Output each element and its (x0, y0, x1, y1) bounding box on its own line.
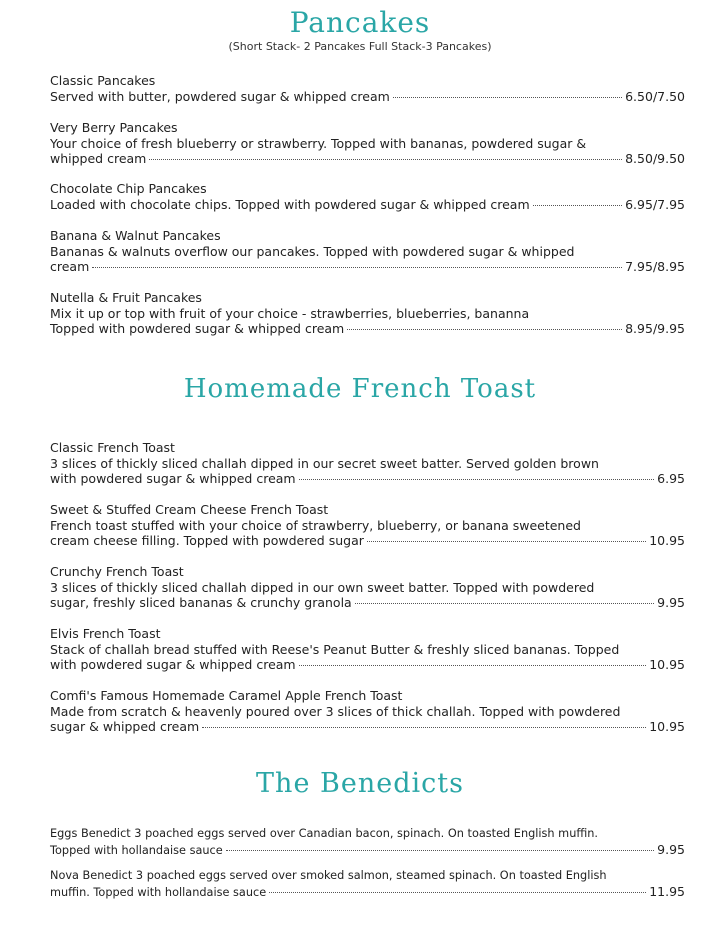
item-name: Crunchy French Toast (50, 564, 184, 579)
menu-item-chocolate-chip-pancakes (50, 181, 685, 212)
item-price: 9.95 (657, 841, 685, 857)
menu-item-nutella-fruit-pancakes (50, 290, 685, 337)
benedicts-title: The Benedicts (256, 768, 464, 799)
french-toast-title: Homemade French Toast (183, 374, 537, 404)
item-description: Nova Benedict 3 poached eggs served over smoked salmon, steamed spinach. On toasted English (50, 869, 607, 882)
item-name: Classic Pancakes (50, 73, 156, 88)
item-description: Stack of challah bread stuffed with Reese's Peanut Butter & freshly sliced bananas. Topped (50, 641, 620, 657)
item-price: 10.95 (649, 657, 685, 672)
item-description: French toast stuffed with your choice of strawberry, blueberry, or banana sweetened (50, 517, 581, 533)
item-description: cream cheese filling. Topped with powdered sugar (50, 533, 364, 548)
item-name: Chocolate Chip Pancakes (50, 181, 207, 196)
menu-item-banana-walnut-pancakes (50, 228, 685, 275)
dot-leader (92, 267, 622, 268)
item-description: Topped with hollandaise sauce (50, 843, 223, 857)
dot-leader (226, 850, 654, 851)
item-price: 11.95 (649, 883, 685, 899)
item-description: whipped cream (50, 151, 147, 166)
item-price: 8.95/9.95 (625, 321, 685, 336)
item-name: Classic French Toast (50, 440, 175, 455)
dot-leader (393, 97, 622, 98)
item-description: Made from scratch & heavenly poured over 3 slices of thick challah. Topped with powdered (50, 703, 621, 719)
dot-leader (355, 603, 654, 604)
menu-item-nova-benedict (50, 868, 685, 900)
item-description: with powdered sugar & whipped cream (50, 471, 296, 486)
item-description: 3 slices of thickly sliced challah dipped in our own sweet batter. Topped with powdered (50, 579, 595, 595)
item-description: Eggs Benedict 3 poached eggs served over Canadian bacon, spinach. On toasted English muffin. (50, 827, 599, 840)
item-description: Mix it up or top with fruit of your choice - strawberries, blueberries, bananna (50, 305, 530, 321)
item-price: 10.95 (649, 719, 685, 734)
menu-item-sweet-stuffed-french-toast (50, 502, 685, 549)
item-price: 7.95/8.95 (625, 259, 685, 274)
item-price: 6.95/7.95 (625, 196, 685, 212)
dot-leader (299, 479, 655, 480)
dot-leader (149, 159, 622, 160)
item-name: Banana & Walnut Pancakes (50, 228, 221, 243)
item-name: Nutella & Fruit Pancakes (50, 290, 202, 305)
item-description: cream (50, 259, 90, 274)
item-description: Your choice of fresh blueberry or strawberry. Topped with bananas, powdered sugar & (50, 135, 587, 151)
pancakes-title: Pancakes (289, 6, 431, 39)
item-description: Bananas & walnuts overflow our pancakes. Topped with powdered sugar & whipped (50, 243, 575, 259)
item-description: Served with butter, powdered sugar & whipped cream (50, 88, 390, 104)
dot-leader (533, 205, 622, 206)
item-price: 8.50/9.50 (625, 151, 685, 166)
item-description: Topped with powdered sugar & whipped cream (50, 321, 345, 336)
item-description: Loaded with chocolate chips. Topped with powdered sugar & whipped cream (50, 196, 530, 212)
item-name: Very Berry Pancakes (50, 120, 178, 135)
item-name: Elvis French Toast (50, 626, 161, 641)
item-price: 6.50/7.50 (625, 88, 685, 104)
item-description: muffin. Topped with hollandaise sauce (50, 885, 267, 899)
item-description: 3 slices of thickly sliced challah dipped in our secret sweet batter. Served golden brown (50, 455, 599, 471)
pancakes-subtitle: (Short Stack- 2 Pancakes Full Stack-3 Pancakes) (228, 40, 492, 53)
dot-leader (367, 541, 646, 542)
dot-leader (269, 892, 646, 893)
item-price: 10.95 (649, 533, 685, 548)
item-name: Comfi's Famous Homemade Caramel Apple French Toast (50, 688, 403, 703)
dot-leader (347, 329, 622, 330)
item-name: Sweet & Stuffed Cream Cheese French Toast (50, 502, 329, 517)
menu-item-very-berry-pancakes (50, 120, 685, 167)
dot-leader (299, 665, 647, 666)
dot-leader (202, 727, 646, 728)
item-description: with powdered sugar & whipped cream (50, 657, 296, 672)
menu-item-classic-french-toast (50, 440, 685, 487)
item-price: 6.95 (657, 471, 685, 486)
menu-item-crunchy-french-toast (50, 564, 685, 611)
menu-item-caramel-apple-french-toast (50, 688, 685, 735)
menu-item-elvis-french-toast (50, 626, 685, 673)
item-description: sugar & whipped cream (50, 719, 200, 734)
menu-item-classic-pancakes (50, 73, 685, 104)
item-description: sugar, freshly sliced bananas & crunchy granola (50, 595, 352, 610)
menu-item-eggs-benedict (50, 826, 685, 858)
item-price: 9.95 (657, 595, 685, 610)
